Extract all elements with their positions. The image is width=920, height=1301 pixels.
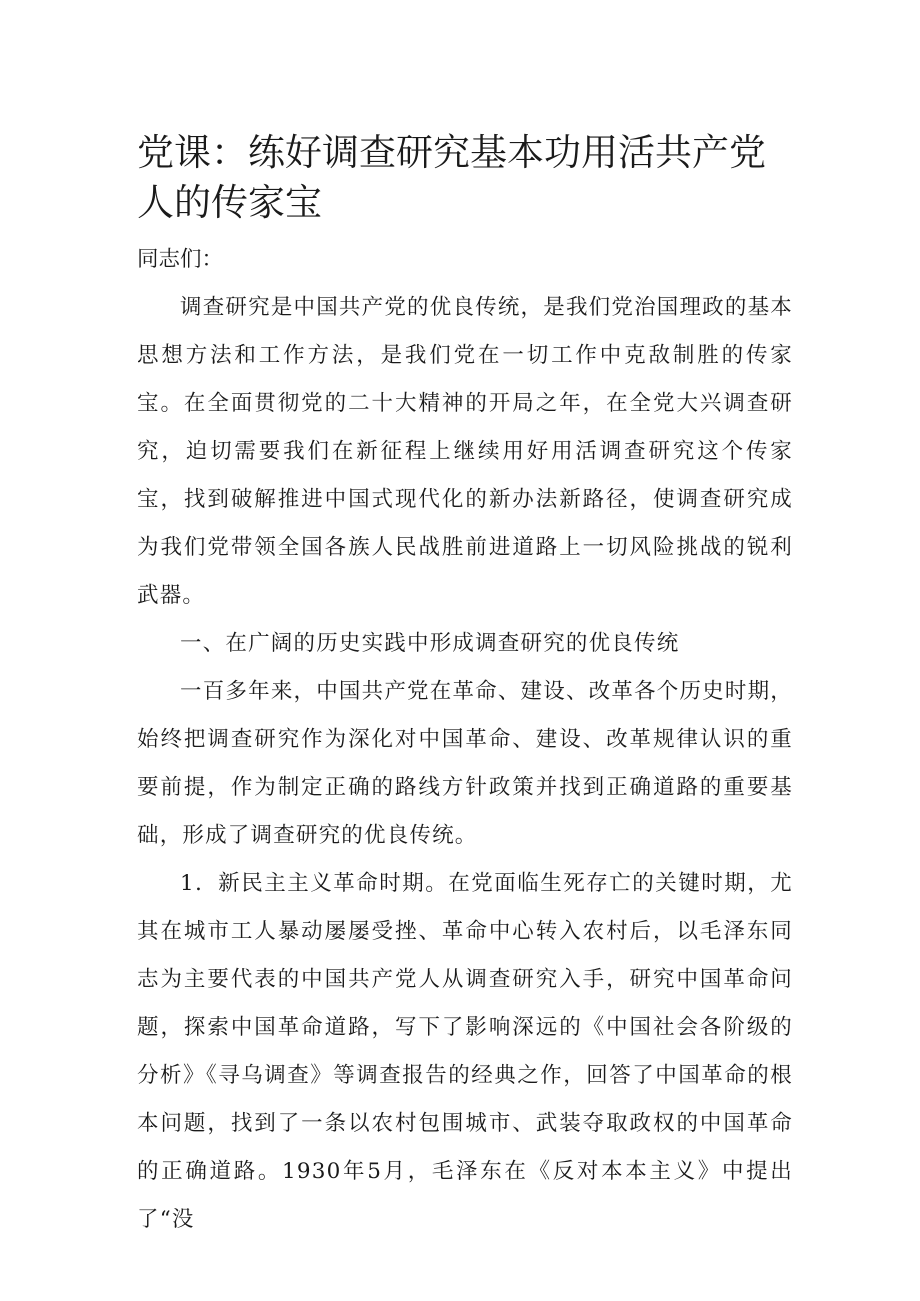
section-paragraph: 一百多年来，中国共产党在革命、建设、改革各个历史时期，始终把调查研究作为深化对中国革命、建设、改革规律认识的重要前提，作为制定正确的路线方针政策并找到正确道路的重要基础，形成了调查研究的优良传统。 [137, 679, 793, 848]
document-body [137, 128, 793, 1244]
intro-paragraph: 调查研究是中国共产党的优良传统，是我们党治国理政的基本思想方法和工作方法，是我们党在一切工作中克敌制胜的传家宝。在全面贯彻党的二十大精神的开局之年，在全党大兴调查研究，迫切需要我们在新征程上继续用好用活调查研究这个传家宝，找到破解推进中国式现代化的新办法新路径，使调查研究成为我们党带领全国各族人民战胜前进道路上一切风险挑战的锐利武器。 [137, 295, 793, 608]
section-heading: 一、在广阔的历史实践中形成调查研究的优良传统 [180, 631, 680, 656]
document-title: 党课：练好调查研究基本功用活共产党人的传家宝 [137, 131, 766, 224]
section-paragraph: 1．新民主主义革命时期。在党面临生死存亡的关键时期，尤其在城市工人暴动屡屡受挫、革命中心转入农村后，以毛泽东同志为主要代表的中国共产党人从调查研究入手，研究中国革命问题，探索中国革命道路，写下了影响深远的《中国社会各阶级的分析》《寻乌调查》等调查报告的经典之作，回答了中国革命的根本问题，找到了一条以农村包围城市、武装夺取政权的中国革命的正确道路。1930年5月，毛泽东在《反对本本主义》中提出了“没 [137, 871, 793, 1232]
salutation: 同志们： [137, 247, 224, 272]
